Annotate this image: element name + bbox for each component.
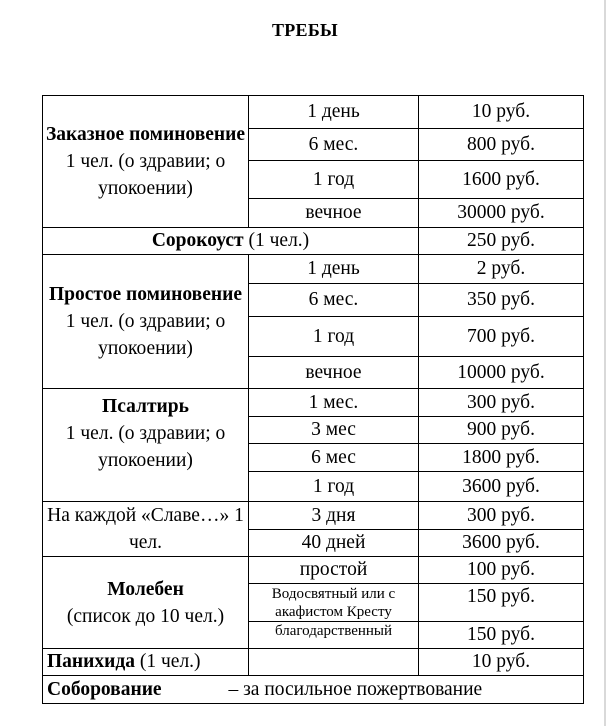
service-name-cell bbox=[43, 255, 249, 389]
price-cell: 3600 руб. bbox=[419, 472, 584, 502]
service-name-cell bbox=[43, 676, 584, 704]
period-cell: 1 день bbox=[249, 96, 419, 129]
price-cell: 10000 руб. bbox=[419, 357, 584, 389]
price-cell: 150 руб. bbox=[419, 622, 584, 649]
price-cell: 800 руб. bbox=[419, 129, 584, 161]
period-cell: вечное bbox=[249, 199, 419, 228]
service-name-cell bbox=[43, 557, 249, 649]
period-cell: Водосвятный или с акафистом Кресту bbox=[249, 584, 419, 622]
price-cell: 250 руб. bbox=[419, 228, 584, 255]
table-row bbox=[43, 255, 584, 284]
service-name-cell bbox=[43, 96, 249, 228]
price-cell: 30000 руб. bbox=[419, 199, 584, 228]
price-cell: 1600 руб. bbox=[419, 161, 584, 199]
service-name-cell: На каждой «Славе…» 1 чел. bbox=[43, 502, 249, 557]
price-cell: 10 руб. bbox=[419, 96, 584, 129]
service-note: 1 чел. (о здравии; о упокоении) bbox=[65, 151, 226, 199]
period-cell: 1 день bbox=[249, 255, 419, 284]
price-cell: 3600 руб. bbox=[419, 530, 584, 557]
service-note: – за посильное пожертвование bbox=[228, 678, 483, 700]
period-cell: 6 мес bbox=[249, 444, 419, 472]
period-cell: вечное bbox=[249, 357, 419, 389]
table-row bbox=[43, 96, 584, 129]
price-cell: 300 руб. bbox=[419, 502, 584, 530]
price-cell: 10 руб. bbox=[419, 649, 584, 676]
period-cell: 1 год bbox=[249, 317, 419, 357]
period-cell: 1 мес. bbox=[249, 389, 419, 417]
service-name: Панихида bbox=[47, 651, 135, 672]
service-note: (список до 10 чел.) bbox=[66, 605, 225, 627]
price-cell: 100 руб. bbox=[419, 557, 584, 584]
period-cell: благодарственный bbox=[249, 622, 419, 649]
period-cell: 6 мес. bbox=[249, 284, 419, 317]
price-cell: 300 руб. bbox=[419, 389, 584, 417]
service-name-cell bbox=[43, 228, 419, 255]
page-edge bbox=[604, 0, 606, 726]
service-name-cell bbox=[43, 649, 249, 676]
service-note: (1 чел.) bbox=[139, 651, 201, 672]
service-name: Заказное поминовение bbox=[45, 124, 246, 145]
table-row bbox=[43, 557, 584, 584]
table-row bbox=[43, 228, 584, 255]
price-cell: 700 руб. bbox=[419, 317, 584, 357]
price-cell: 1800 руб. bbox=[419, 444, 584, 472]
period-cell: 3 дня bbox=[249, 502, 419, 530]
service-name: Соборование bbox=[47, 678, 162, 700]
table-row bbox=[43, 389, 584, 417]
page-title: ТРЕБЫ bbox=[271, 20, 339, 40]
period-cell: 3 мес bbox=[249, 417, 419, 444]
period-cell: простой bbox=[249, 557, 419, 584]
price-cell: 2 руб. bbox=[419, 255, 584, 284]
period-cell: 1 год bbox=[249, 161, 419, 199]
service-name: Псалтирь bbox=[102, 396, 189, 417]
service-note: (1 чел.) bbox=[248, 230, 310, 251]
service-name: Сорокоуст bbox=[151, 230, 244, 251]
price-cell: 150 руб. bbox=[419, 584, 584, 622]
table-row bbox=[43, 649, 584, 676]
service-name-cell bbox=[43, 389, 249, 502]
service-name: Молебен bbox=[107, 578, 184, 600]
table-row bbox=[43, 676, 584, 704]
empty-cell bbox=[249, 649, 419, 676]
period-cell: 40 дней bbox=[249, 530, 419, 557]
period-cell: 1 год bbox=[249, 472, 419, 502]
service-name: Простое поминовение bbox=[49, 284, 242, 305]
period-cell: 6 мес. bbox=[249, 129, 419, 161]
service-note: 1 чел. (о здравии; о упокоении) bbox=[65, 423, 226, 471]
table-row bbox=[43, 502, 584, 530]
service-note: 1 чел. (о здравии; о упокоении) bbox=[65, 311, 226, 359]
prices-table bbox=[42, 95, 584, 704]
price-cell: 350 руб. bbox=[419, 284, 584, 317]
price-cell: 900 руб. bbox=[419, 417, 584, 444]
